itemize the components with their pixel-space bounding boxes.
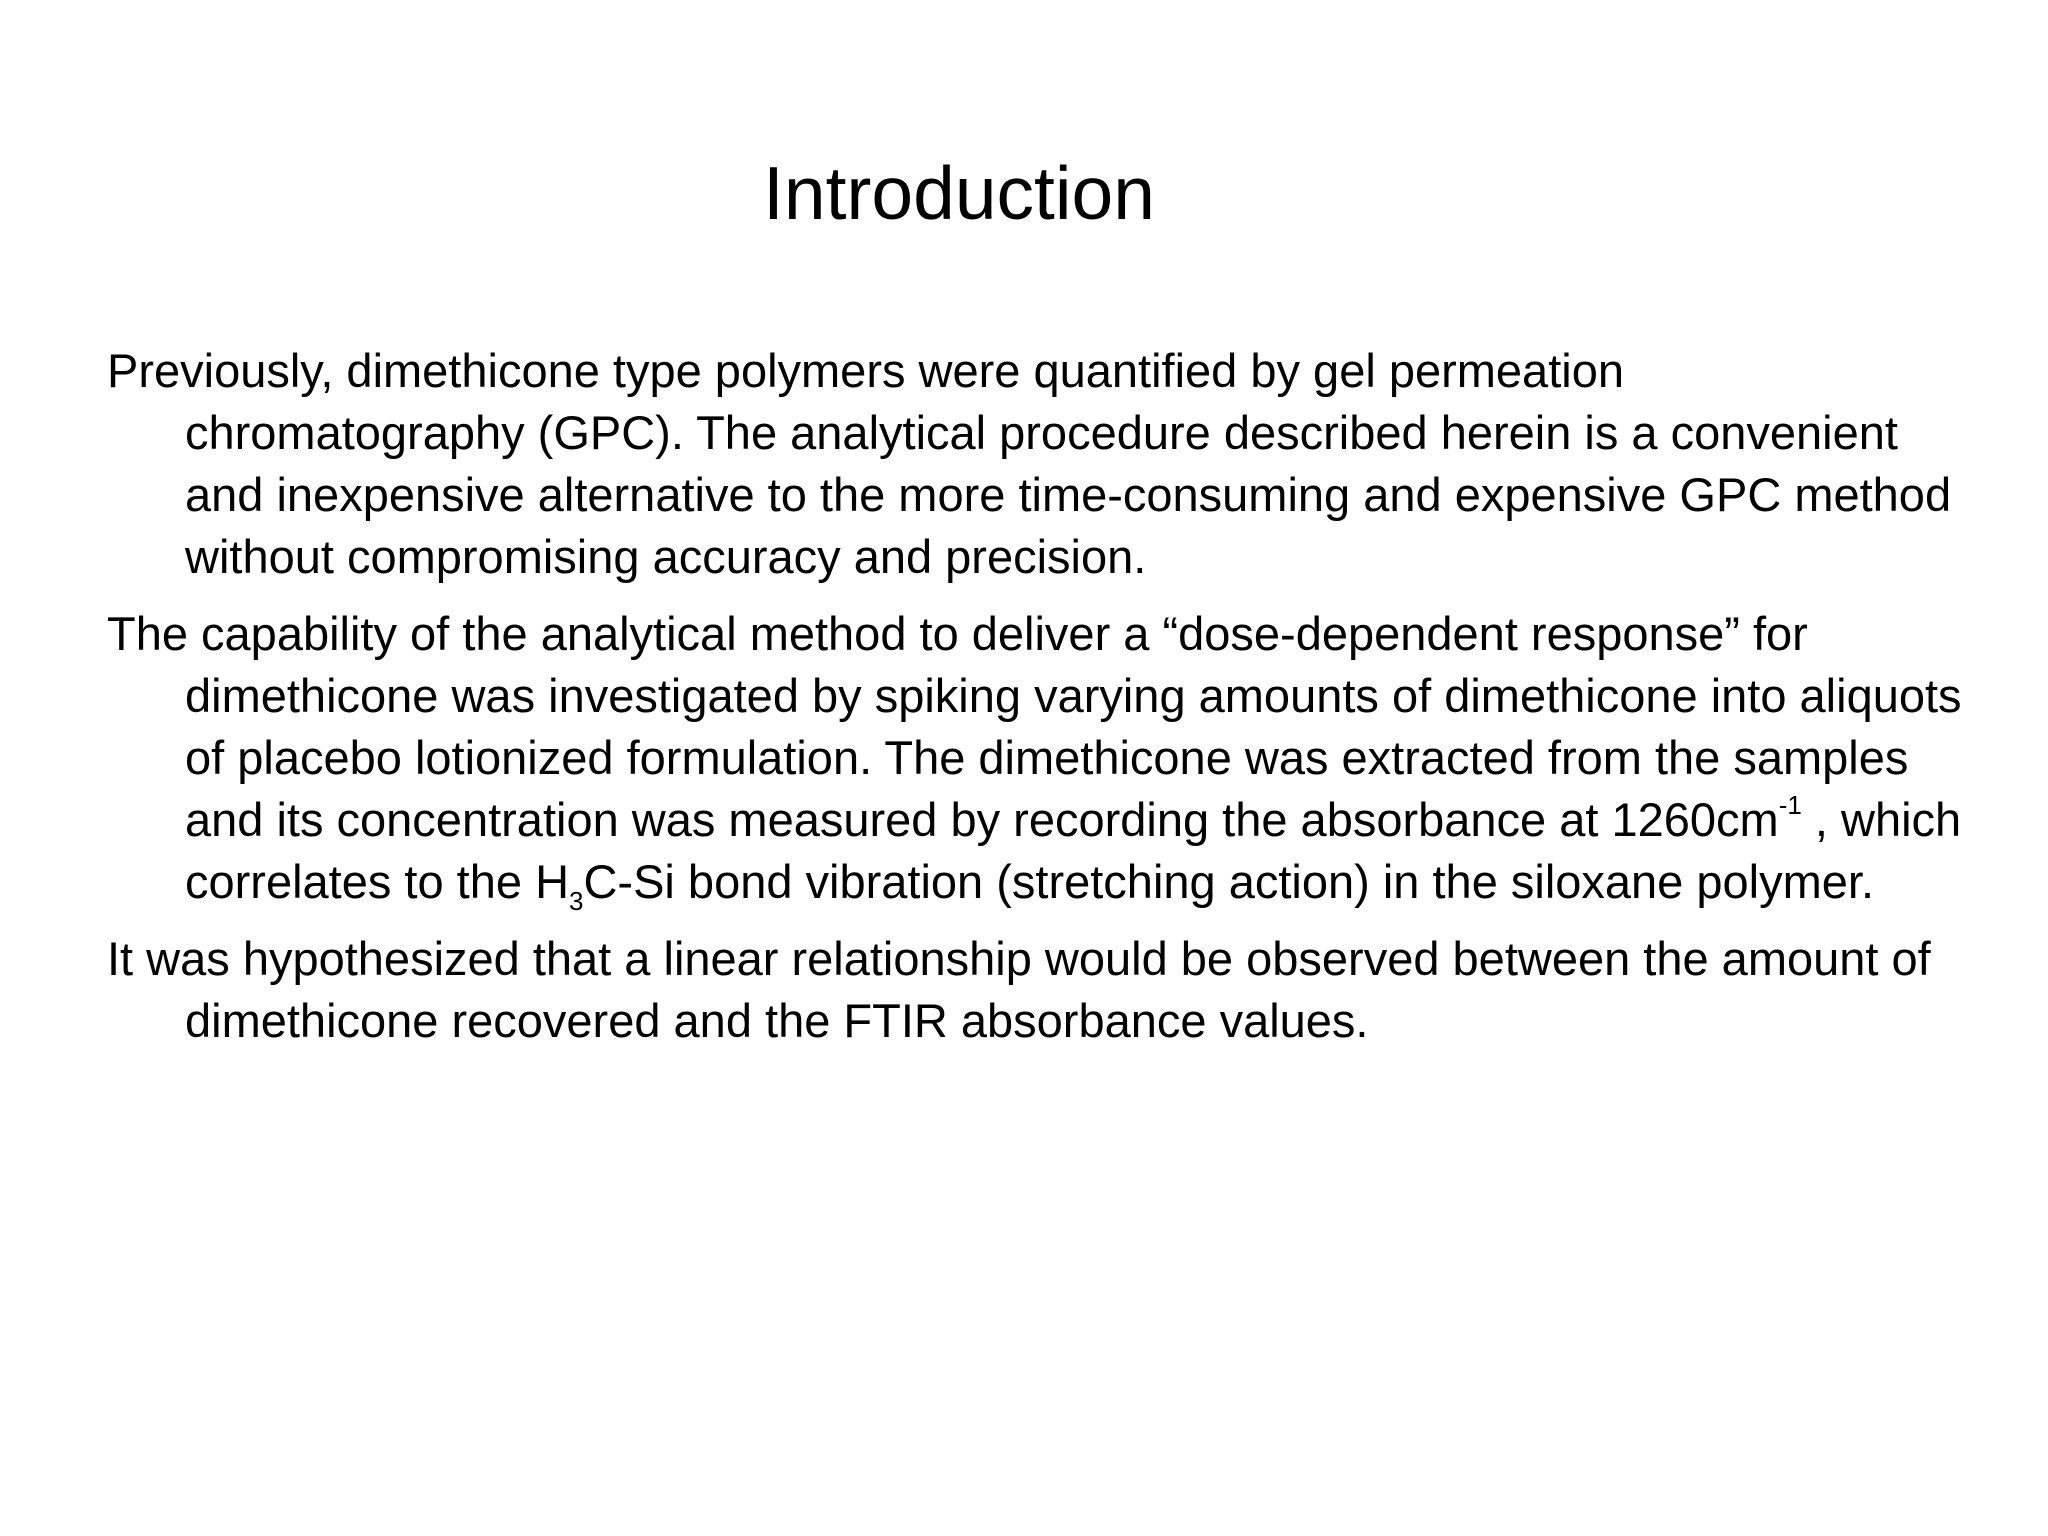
wavenumber-exponent: -1 [1778, 790, 1802, 820]
paragraph-dose-response-text-2: , which correlates to the H [185, 793, 1962, 908]
paragraph-dose-response [107, 603, 1967, 916]
slide-title: Introduction [763, 151, 1155, 235]
paragraph-dose-response-text-3: C-Si bond vibration (stretching action) in the siloxane polymer. [583, 855, 1875, 908]
methyl-subscript: 3 [569, 886, 584, 916]
paragraph-gpc-background: Previously, dimethicone type polymers were quantified by gel permeation chromatography (GPC). The analytical procedure described herein is a convenient and inexpensive alternative to the more time-consuming and expensive GPC method without compromising accuracy and precision. [107, 344, 1952, 583]
paragraph-hypothesis: It was hypothesized that a linear relationship would be observed between the amount of dimethicone recovered and the FTIR absorbance values. [107, 932, 1931, 1047]
paragraph-dose-response-text-1: The capability of the analytical method to deliver a “dose-dependent response” for dimethicone was investigated by spiking varying amounts of dimethicone into aliquots of placebo lotionized formulation. The dimethicone was extracted from the samples and its concentration was measured by recording the absorbance at 1260cm [107, 607, 1962, 846]
slide-body [107, 340, 1967, 1067]
